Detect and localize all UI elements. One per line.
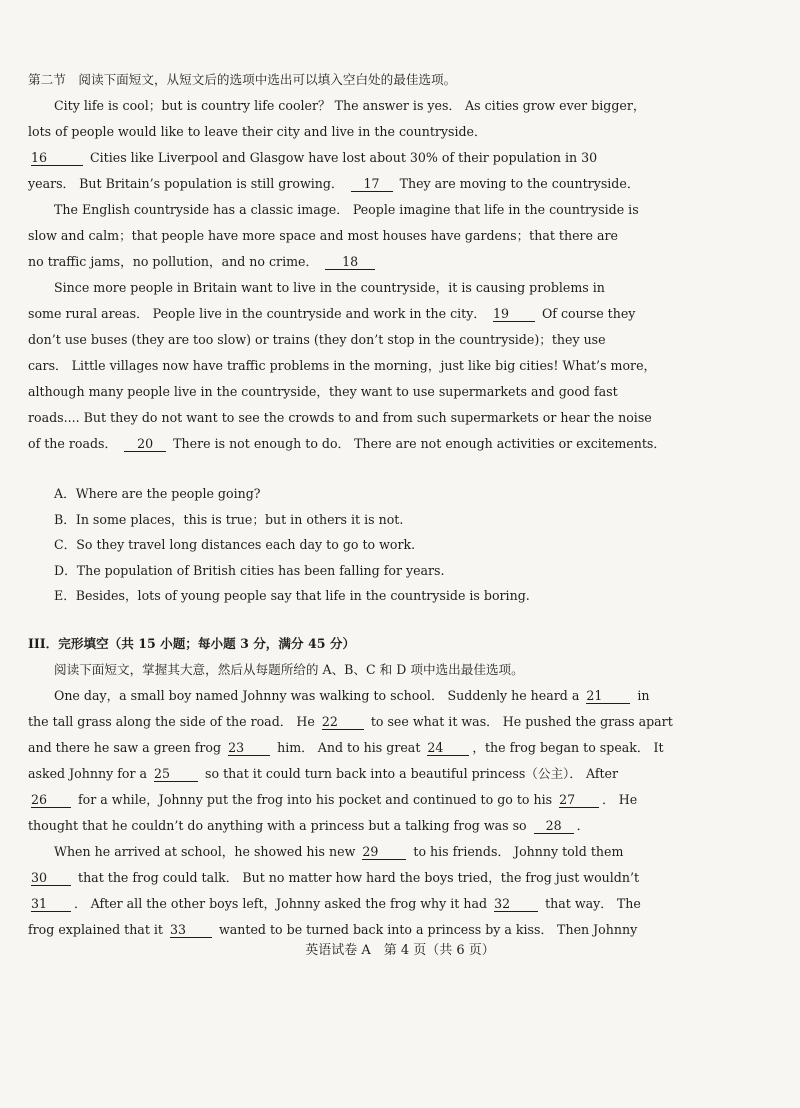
blank-27[interactable]: 27: [559, 793, 599, 808]
blank-16[interactable]: 16: [31, 151, 83, 166]
cloze-line4: asked Johnny for a 25 so that it could turn back into a beautiful princess（公主）． After: [28, 766, 619, 781]
s2-p3-line1: The English countryside has a classic image． People imagine that life in the countryside is: [54, 202, 639, 217]
cloze-line10: frog explained that it 33 wanted to be turned back into a princess by a kiss． Then Johnny: [28, 922, 638, 937]
cloze-line8: 30 that the frog could talk． But no matter how hard the boys tried，the frog just wouldn’t: [31, 870, 640, 885]
s2-p1-line1: City life is cool；but is country life cooler？ The answer is yes． As cities grow ever bigger，: [54, 98, 646, 113]
s2-p4-line3: don’t use buses (they are too slow) or trains (they don’t stop in the countryside)；they use: [28, 332, 606, 347]
cloze-line7: When he arrived at school，he showed his new 29 to his friends． Johnny told them: [54, 844, 624, 859]
blank-32[interactable]: 32: [494, 897, 538, 912]
cloze-line3: and there he saw a green frog 23 him． And to his great 24 ，the frog began to speak． It: [28, 740, 664, 755]
option-d: D．The population of British cities has been falling for years.: [54, 563, 445, 578]
section3-instruction: 阅读下面短文，掌握其大意，然后从每题所给的 A、B、C 和 D 项中选出最佳选项。: [54, 662, 524, 677]
s2-p4-line5: although many people live in the countryside，they want to use supermarkets and good fast: [28, 384, 618, 399]
blank-22[interactable]: 22: [322, 715, 364, 730]
blank-25[interactable]: 25: [154, 767, 198, 782]
option-b: B．In some places，this is true；but in others it is not.: [54, 512, 404, 527]
s2-p3-line2: slow and calm；that people have more space and most houses have gardens；that there are: [28, 228, 618, 243]
blank-18[interactable]: 18: [325, 255, 375, 270]
s2-p2-line1: 16 Cities like Liverpool and Glasgow have lost about 30% of their population in 30: [31, 150, 598, 165]
blank-31[interactable]: 31: [31, 897, 71, 912]
blank-19[interactable]: 19: [493, 307, 535, 322]
blank-20[interactable]: 20: [124, 437, 166, 452]
cloze-line2: the tall grass along the side of the road． He 22 to see what it was． He pushed the grass apart: [28, 714, 673, 729]
blank-30[interactable]: 30: [31, 871, 71, 886]
section3-heading: III．完形填空（共 15 小题；每小题 3 分，满分 45 分）: [28, 636, 356, 651]
blank-33[interactable]: 33: [170, 923, 212, 938]
option-e: E．Besides，lots of young people say that life in the countryside is boring.: [54, 588, 530, 603]
cloze-line5: 26 for a while，Johnny put the frog into his pocket and continued to go to his 27 ． He: [31, 792, 638, 807]
blank-23[interactable]: 23: [228, 741, 270, 756]
s2-p4-line4: cars． Little villages now have traffic problems in the morning，just like big cities! What’s more，: [28, 358, 657, 373]
cloze-line6: thought that he couldn’t do anything with a princess but a talking frog was so 28 ．: [28, 818, 590, 833]
page-footer: 英语试卷 A 第 4 页（共 6 页）: [305, 943, 495, 958]
option-c: C．So they travel long distances each day to go to work.: [54, 537, 416, 552]
s2-p1-line2: lots of people would like to leave their city and live in the countryside．: [28, 124, 487, 139]
blank-21[interactable]: 21: [586, 689, 630, 704]
blank-29[interactable]: 29: [362, 845, 406, 860]
s2-p4-line1: Since more people in Britain want to live in the countryside，it is causing problems in: [54, 280, 605, 295]
option-a: A．Where are the people going?: [54, 486, 261, 501]
cloze-line1: One day，a small boy named Johnny was walking to school． Suddenly he heard a 21 in: [54, 688, 650, 703]
blank-26[interactable]: 26: [31, 793, 71, 808]
s2-p4-line2: some rural areas． People live in the countryside and work in the city． 19 Of course they: [28, 306, 636, 321]
cloze-line9: 31 ． After all the other boys left，Johnny asked the frog why it had 32 that way． The: [31, 896, 641, 911]
blank-28[interactable]: 28: [534, 819, 574, 834]
s2-p2-line2: years． But Britain’s population is still growing． 17 They are moving to the countryside．: [28, 176, 640, 191]
blank-17[interactable]: 17: [351, 177, 393, 192]
blank-24[interactable]: 24: [427, 741, 469, 756]
s2-p4-line6: roads.... But they do not want to see the crowds to and from such supermarkets or hear the noise: [28, 410, 652, 425]
s2-p4-line7: of the roads． 20 There is not enough to do． There are not enough activities or excitements．: [28, 436, 666, 451]
section2-title: 第二节 阅读下面短文，从短文后的选项中选出可以填入空白处的最佳选项。: [28, 72, 457, 87]
s2-p3-line3: no traffic jams，no pollution，and no crime． 18: [28, 254, 578, 270]
